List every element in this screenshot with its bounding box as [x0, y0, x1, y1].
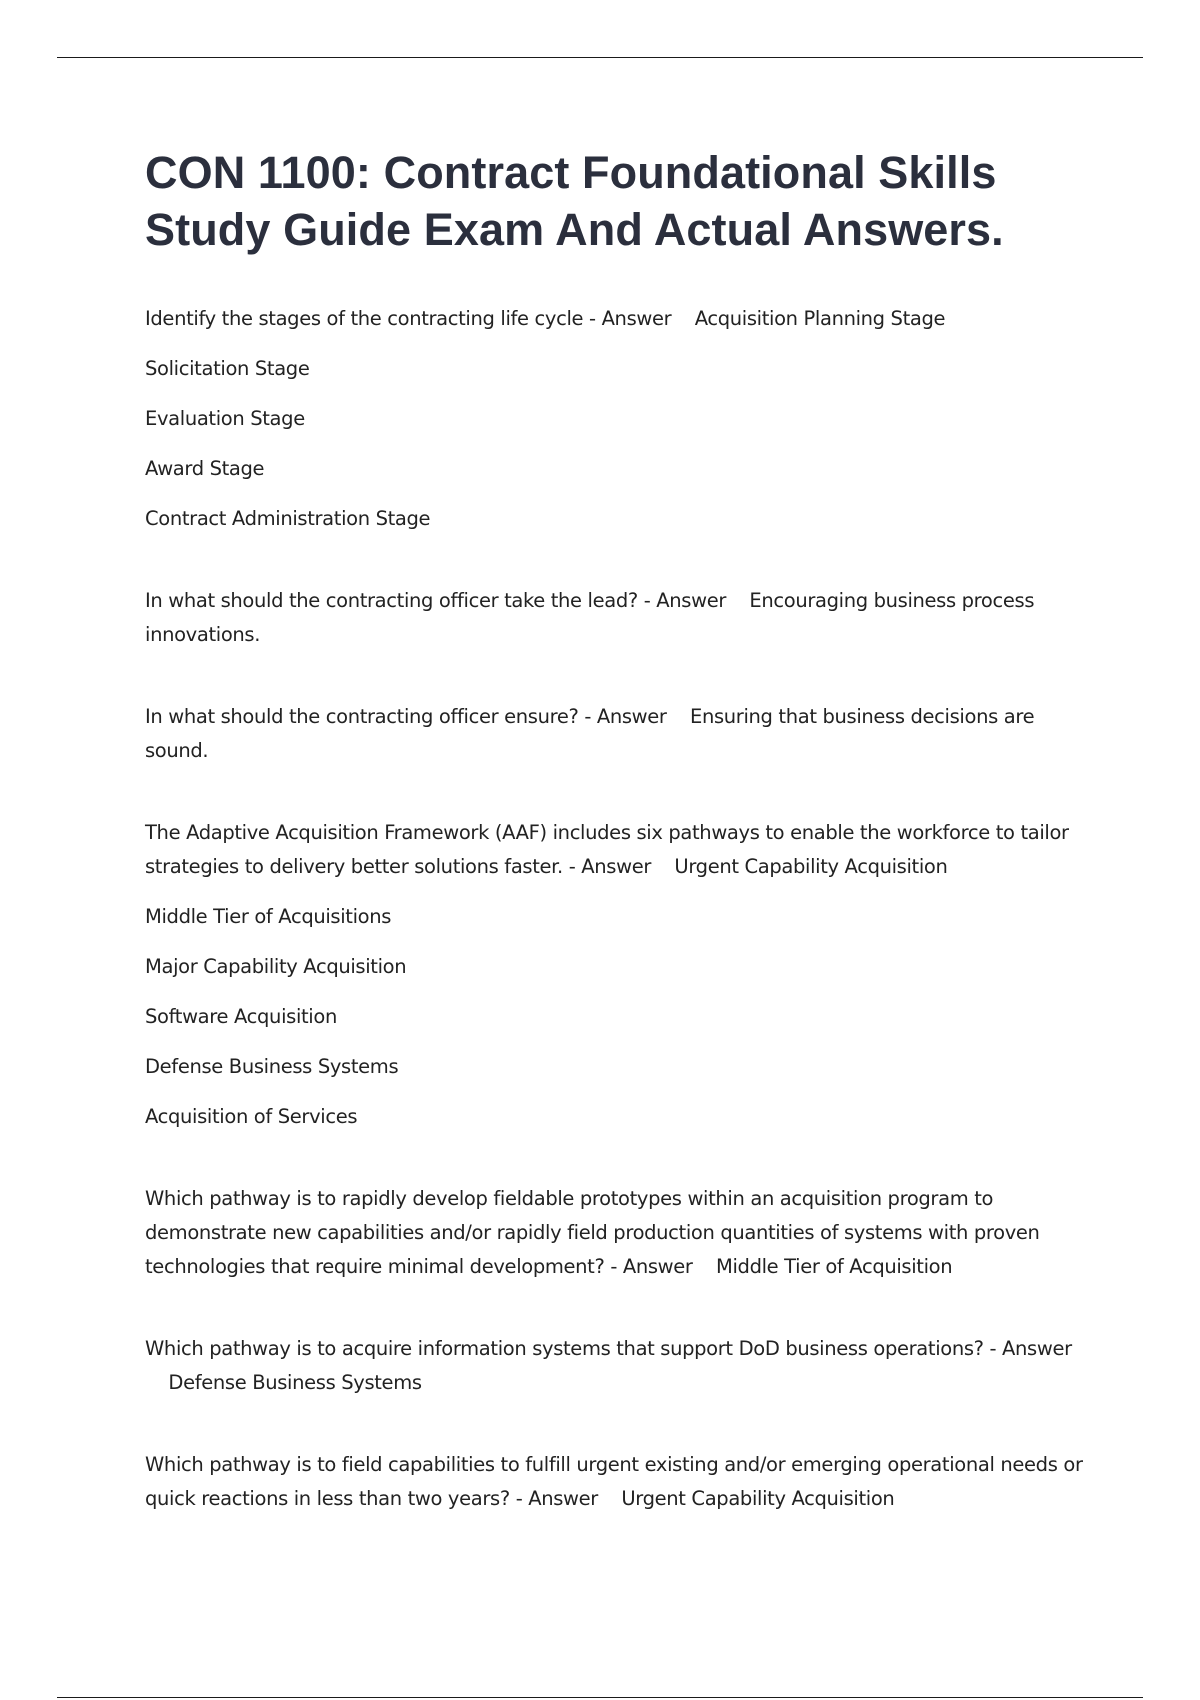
qa-question-line	[145, 1448, 1085, 1516]
qa-question-line	[145, 584, 1085, 652]
document-title: CON 1100: Contract Foundational Skills Study Guide Exam And Actual Answers.	[145, 147, 1004, 255]
answer-label: - Answer	[562, 855, 652, 878]
qa-item	[145, 584, 1085, 652]
qa-item	[145, 816, 1085, 1134]
answer-list-item: Software Acquisition	[145, 1005, 337, 1028]
answer-list-item: Award Stage	[145, 457, 265, 480]
question-text: In what should the contracting officer take the lead?	[145, 589, 638, 612]
answer-text: Urgent Capability Acquisition	[674, 855, 948, 878]
question-text: Identify the stages of the contracting life cycle	[145, 307, 584, 330]
qa-question-line	[145, 816, 1085, 884]
answer-label: - Answer	[637, 589, 727, 612]
answer-label: - Answer	[583, 307, 672, 330]
answer-list-item: Acquisition of Services	[145, 1105, 358, 1128]
qa-item	[145, 302, 1085, 536]
answer-list-item: Major Capability Acquisition	[145, 955, 407, 978]
answer-list-item: Defense Business Systems	[145, 1055, 399, 1078]
top-rule	[57, 57, 1143, 58]
qa-question-line	[145, 700, 1085, 768]
answer-text: Urgent Capability Acquisition	[621, 1487, 895, 1510]
answer-label: - Answer	[604, 1255, 693, 1278]
answer-list-item: Evaluation Stage	[145, 407, 305, 430]
document-body	[145, 144, 1085, 1532]
answer-text: Middle Tier of Acquisition	[716, 1255, 953, 1278]
question-text: The Adaptive Acquisition Framework (AAF) includes six pathways to enable the workforce to tailor strategies to delivery better solutions faster.	[145, 821, 1069, 878]
question-text: In what should the contracting officer ensure?	[145, 705, 579, 728]
answer-list-item: Solicitation Stage	[145, 357, 310, 380]
answer-text: Encouraging business process innovations.	[145, 589, 1035, 646]
question-text: Which pathway is to acquire information systems that support DoD business operations?	[145, 1337, 984, 1360]
bottom-rule	[57, 1697, 1143, 1698]
answer-list-item: Middle Tier of Acquisitions	[145, 905, 392, 928]
qa-item	[145, 1182, 1085, 1284]
qa-question-line	[145, 1332, 1085, 1400]
answer-list-item: Contract Administration Stage	[145, 507, 431, 530]
answer-text: Acquisition Planning Stage	[694, 307, 946, 330]
qa-list	[145, 302, 1085, 1516]
answer-label: - Answer	[578, 705, 667, 728]
qa-item	[145, 1332, 1085, 1400]
qa-question-line	[145, 302, 1085, 336]
answer-text: Ensuring that business decisions are sound.	[145, 705, 1035, 762]
question-text: Which pathway is to rapidly develop fieldable prototypes within an acquisition program to demonstrate new capabilities and/or rapidly field production quantities of systems with proven technologies that require minimal development?	[145, 1187, 1040, 1278]
qa-item	[145, 1448, 1085, 1516]
answer-label: - Answer	[509, 1487, 598, 1510]
qa-item	[145, 700, 1085, 768]
answer-label: - Answer	[983, 1337, 1072, 1360]
answer-text: Defense Business Systems	[168, 1371, 422, 1394]
qa-question-line	[145, 1182, 1085, 1284]
question-text: Which pathway is to field capabilities to fulfill urgent existing and/or emerging operational needs or quick reactions in less than two years?	[145, 1453, 1083, 1510]
